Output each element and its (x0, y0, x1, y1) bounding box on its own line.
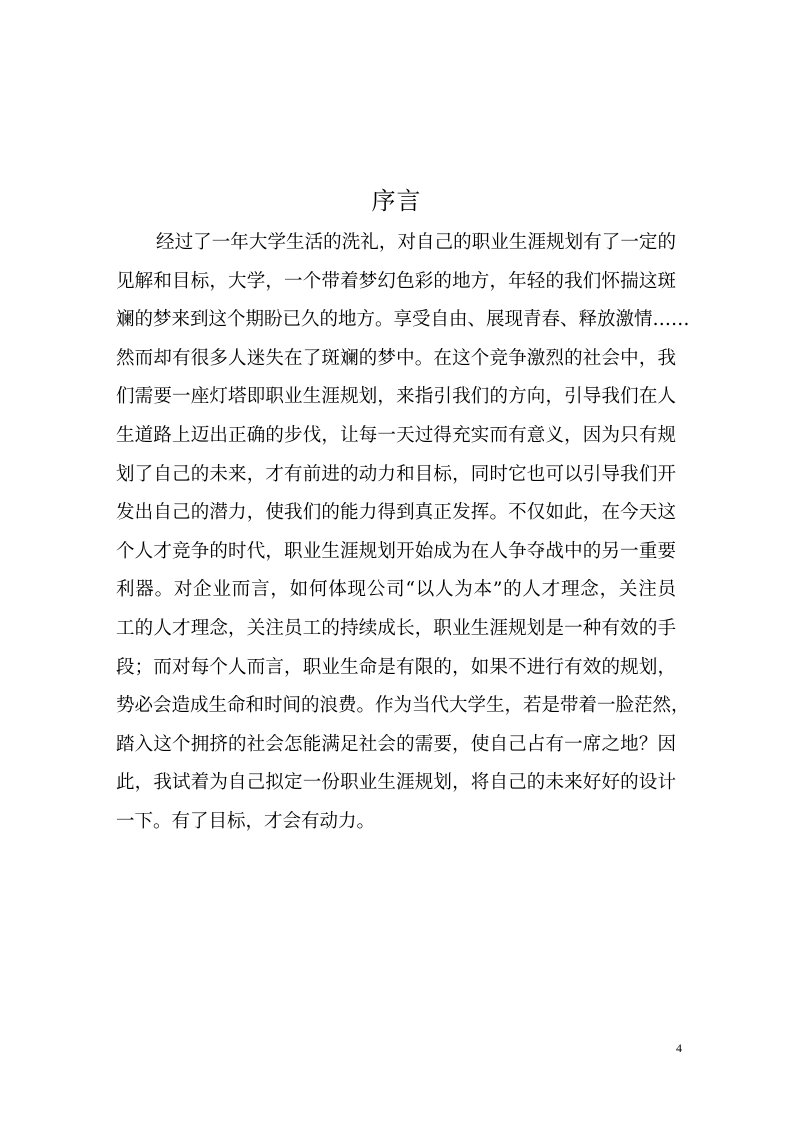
paragraph-line: 踏入这个拥挤的社会怎能满足社会的需要，使自己占有一席之地？因 (116, 733, 676, 755)
page-title: 序言 (371, 187, 422, 215)
preface-paragraph (116, 224, 690, 842)
paragraph-line: 斓的梦来到这个期盼已久的地方。享受自由、展现青春、释放激情…… (116, 309, 690, 331)
paragraph-line: 们需要一座灯塔即职业生涯规划，来指引我们的方向，引导我们在人 (116, 386, 676, 408)
paragraph-line: 划了自己的未来，才有前进的动力和目标，同时它也可以引导我们开 (116, 463, 676, 485)
paragraph-line: 然而却有很多人迷失在了斑斓的梦中。在这个竞争激烈的社会中，我 (116, 347, 676, 369)
paragraph-line: 生道路上迈出正确的步伐，让每一天过得充实而有意义，因为只有规 (116, 424, 676, 446)
paragraph-line: 此，我试着为自己拟定一份职业生涯规划，将自己的未来好好的设计 (116, 772, 676, 794)
page-number: 4 (676, 1041, 682, 1055)
paragraph-line: 经过了一年大学生活的洗礼，对自己的职业生涯规划有了一定的 (156, 232, 676, 253)
paragraph-line: 发出自己的潜力，使我们的能力得到真正发挥。不仅如此，在今天这 (116, 502, 676, 524)
paragraph-line: 工的人才理念，关注员工的持续成长，职业生涯规划是一种有效的手 (116, 617, 676, 639)
paragraph-line: 一下。有了目标，才会有动力。 (116, 810, 376, 832)
paragraph-line: 利器。对企业而言，如何体现公司“以人为本”的人才理念，关注员 (116, 579, 676, 601)
paragraph-line: 见解和目标，大学，一个带着梦幻色彩的地方，年轻的我们怀揣这斑 (116, 270, 676, 292)
paragraph-line: 段；而对每个人而言，职业生命是有限的，如果不进行有效的规划， (116, 656, 676, 678)
paragraph-line: 势必会造成生命和时间的浪费。作为当代大学生，若是带着一脸茫然， (116, 695, 690, 717)
paragraph-line: 个人才竞争的时代，职业生涯规划开始成为在人争夺战中的另一重要 (116, 540, 676, 562)
